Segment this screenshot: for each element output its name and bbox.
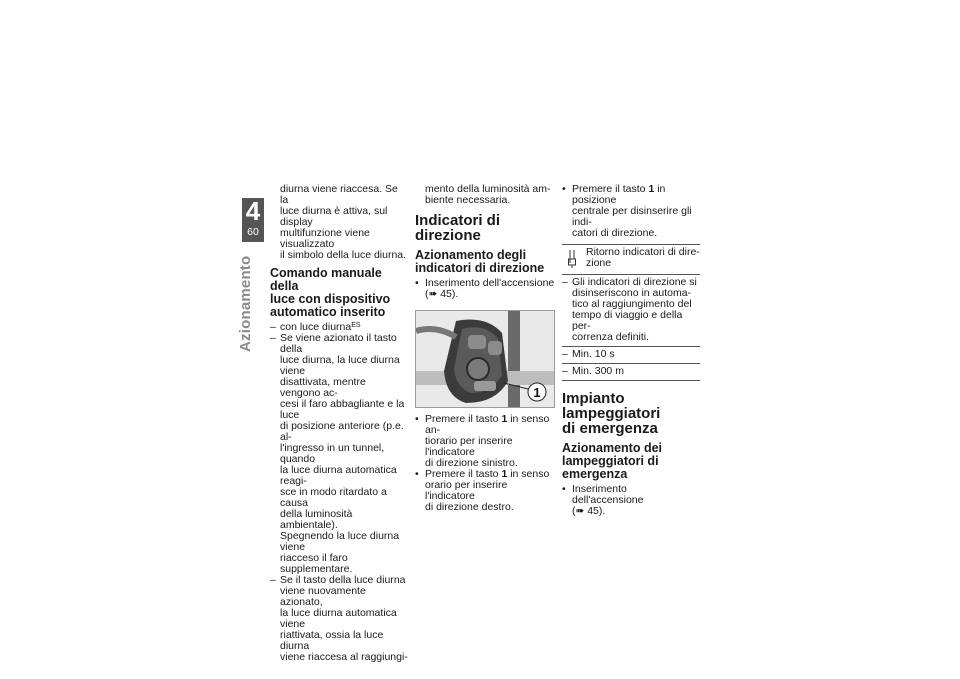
dash-marker: – [562,276,568,288]
page-reference: (➠ 45). [572,505,606,517]
list-item: – Min. 10 s [562,348,615,360]
chapter-number: 4 [245,196,261,226]
bullet-marker: • [415,277,419,289]
intro-paragraph: diurna viene riaccesa. Se la luce diurna è attiva, sul display multifunzione viene visualizzato il simbolo della luce diurna. [280,183,407,261]
option-superscript: ES [351,322,361,329]
chapter-title-vertical: Azionamento [237,255,254,352]
info-callout-box [562,244,700,381]
text-column-2 [415,184,555,513]
step-list [415,414,555,513]
list-item: • Inserimento dell'accensione (➠ 45). [415,277,555,300]
list-item: • Premere il tasto 1 in posizione centrale per disinserire gli indi- catori di direzione. [562,183,692,239]
tool-icon [568,249,580,269]
callout-header: Ritorno indicatori di dire- zione [562,245,700,275]
figure-callout-label: 1 [533,385,541,400]
dash-marker: – [562,348,568,360]
key-reference: 1 [648,183,655,195]
callout-item-distance [562,364,700,381]
section-title-hazard-lights: Impianto lampeggiatori di emergenza [562,390,661,437]
dash-marker: – [270,574,276,586]
bullet-marker: • [562,183,566,195]
list-item: • Inserimento dell'accensione (➠ 45). [562,484,700,517]
handlebar-switch-photo [415,310,555,408]
list-item: – Se il tasto della luce diurna viene nuovamente azionato, la luce diurna automatica viene riattivata, ossia la luce diurna viene riaccesa al raggiungi- [270,574,408,663]
page-number: 60 [247,226,259,238]
key-reference: 1 [501,413,508,425]
step-list [562,184,700,239]
bullet-marker: • [415,413,419,425]
list-item: – Min. 300 m [562,365,624,377]
list-item: – Gli indicatori di direzione si disinseriscono in automa- tico al raggiungimento del tempo di viaggio e della per- correnza definiti. [562,276,697,343]
list-item: • Premere il tasto 1 in senso an- tiorario per inserire l'indicatore di direzione sinistro. [415,413,550,469]
page-reference: (➠ 45). [425,288,459,300]
text-column-3 [562,184,700,517]
callout-item [562,275,700,347]
dash-marker: – [562,365,568,377]
bullet-marker: • [415,468,419,480]
step-list [415,278,555,300]
condition-list [270,322,408,663]
subheading-hazard-lights: Azionamento dei lampeggiatori di emergenza [562,441,663,481]
section-title-turn-signals: Indicatori di direzione [415,212,501,244]
subheading-turn-signals: Azionamento degli indicatori di direzione [415,248,545,275]
handlebar-switch-illustration [416,311,554,407]
bullet-marker: • [562,483,566,495]
step-list [562,484,700,517]
list-item: • Premere il tasto 1 in senso orario per inserire l'indicatore di direzione destro. [415,468,550,513]
dash-marker: – [270,321,276,333]
intro-paragraph: mento della luminosità am- biente necessaria. [425,183,551,206]
list-item: – Se viene azionato il tasto della luce diurna, la luce diurna viene disattivata, mentre vengono ac- cesi il faro abbagliante e la luce di posizione anteriore (p.e. al- l'ingresso in un tunnel, quando la luce diurna automatica reagi- sce in modo ritardato a causa della luminosità ambientale). Spegnendo la luce diurna viene riacceso il faro supplementare. [270,332,405,575]
text-column-1 [270,184,408,663]
callout-item-time [562,347,700,364]
key-reference: 1 [501,468,508,480]
list-item: – con luce diurna$^{ES}$ [270,321,361,333]
subheading-manual-control: Comando manuale della luce con dispositivo automatico inserito [270,266,391,319]
dash-marker: – [270,332,276,344]
